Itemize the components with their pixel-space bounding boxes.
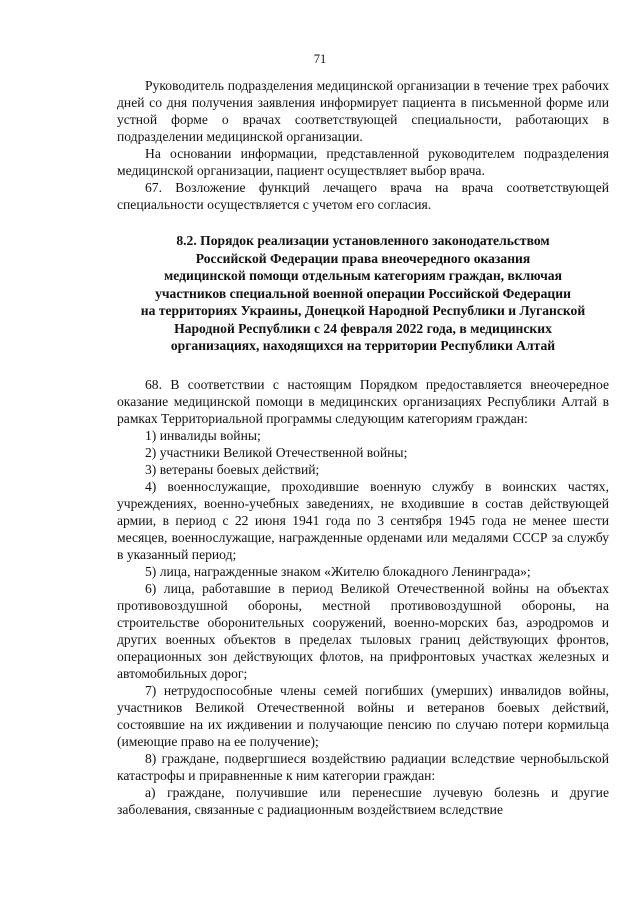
heading-line: 8.2. Порядок реализации установленного законодательством <box>176 233 550 248</box>
document-body <box>117 77 609 818</box>
heading-line: организациях, находящихся на территории Республики Алтай <box>170 338 556 353</box>
paragraph: На основании информации, представленной руководителем подразделения медицинской организации, пациент осуществляет выбор врача. <box>117 146 609 178</box>
list-item: 6) лица, работавшие в период Великой Отечественной войны на объектах противовоздушной обороны, местной противовоздушной обороны, на строительстве оборонительных сооружений, военно-морских баз, аэродромов и других военных объектов в пределах тыловых границ действующих фронтов, операционных зон действующих флотов, на прифронтовых участках железных и автомобильных дорог; <box>117 580 609 681</box>
list-item: 4) военнослужащие, проходившие военную службу в воинских частях, учреждениях, военно-учебных заведениях, не входившие в состав действующей армии, в период с 22 июня 1941 года по 3 сентября 1945 года не менее шести месяцев, военнослужащие, награжденные орденами или медалями СССР за службу в указанный период; <box>117 478 609 562</box>
section-heading <box>99 232 627 355</box>
page-number: 71 <box>313 52 327 66</box>
paragraph: 68. В соответствии с настоящим Порядком предоставляется внеочередное оказание медицинской помощи в медицинских организациях Республики Алтай в рамках Территориальной программы следующим категориям граждан: <box>117 376 609 426</box>
heading-line: на территориях Украины, Донецкой Народной Республики и Луганской <box>140 303 586 318</box>
list-item: а) граждане, получившие или перенесшие лучевую болезнь и другие заболевания, связанные с радиационным воздействием вследствие <box>117 784 609 817</box>
list-item: 8) граждане, подвергшиеся воздействию радиации вследствие чернобыльской катастрофы и приравненные к ним категории граждан: <box>117 750 609 783</box>
list-item: 2) участники Великой Отечественной войны; <box>145 444 408 460</box>
heading-line: участников специальной военной операции Российской Федерации <box>155 285 571 301</box>
list-item: 7) нетрудоспособные члены семей погибших (умерших) инвалидов войны, участников Великой Отечественной войны и ветеранов боевых действий, состоявшие на их иждивении и получающие пенсию по случаю потери кормильца (имеющие право на ее получение); <box>117 682 609 749</box>
heading-line: Народной Республики с 24 февраля 2022 года, в медицинских <box>174 320 552 336</box>
heading-line: Российской Федерации права внеочередного оказания <box>195 250 531 266</box>
paragraph: 67. Возложение функций лечащего врача на врача соответствующей специальности осуществляется с учетом его согласия. <box>117 180 609 212</box>
list-item: 1) инвалиды войны; <box>145 427 261 443</box>
heading-line: медицинской помощи отдельным категориям граждан, включая <box>164 268 562 283</box>
list-item: 5) лица, награжденные знаком «Жителю блокадного Ленинграда»; <box>145 563 531 579</box>
paragraph: Руководитель подразделения медицинской организации в течение трех рабочих дней со дня получения заявления информирует пациента в письменной форме или устной форме о врачах соответствующей специальности, работающих в подразделении медицинской организации. <box>117 78 609 144</box>
list-item: 3) ветераны боевых действий; <box>145 461 320 477</box>
